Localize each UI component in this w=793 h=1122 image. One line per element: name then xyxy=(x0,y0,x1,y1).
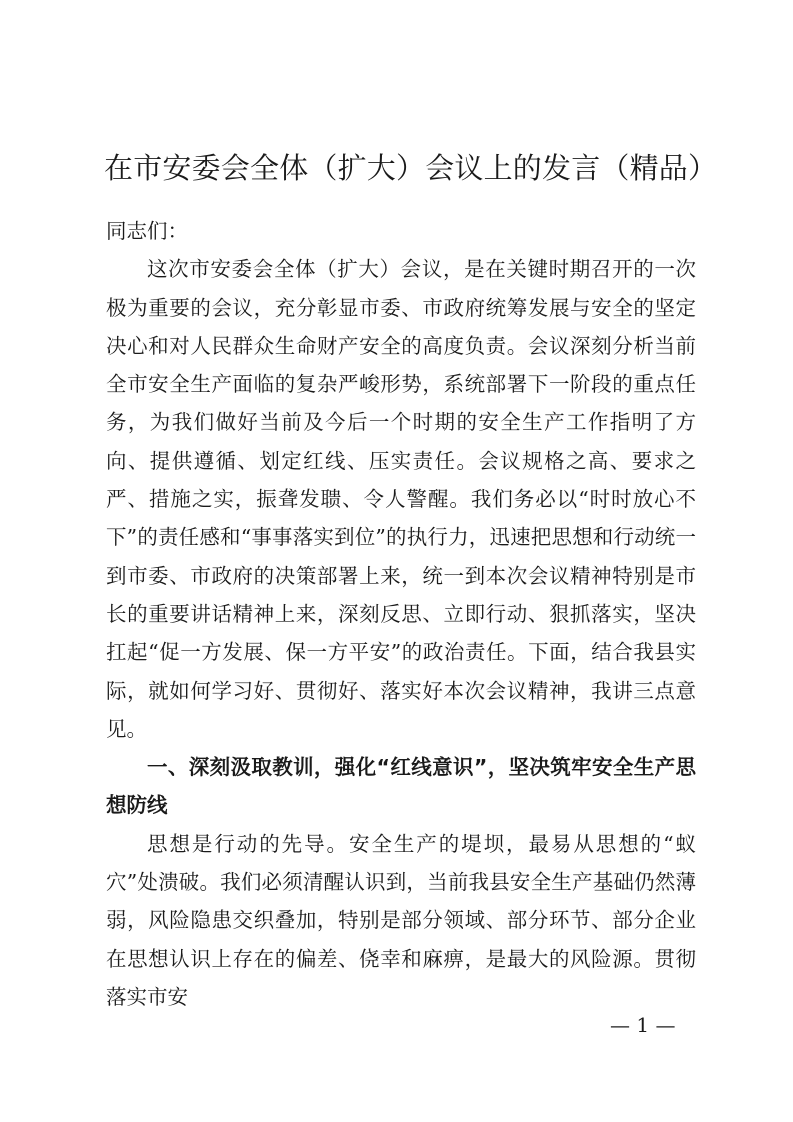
salutation: 同志们： xyxy=(106,219,188,243)
paragraph-1: 这次市安委会全体（扩大）会议，是在关键时期召开的一次极为重要的会议，充分彰显市委、市政府统筹发展与安全的坚定决心和对人民群众生命财产安全的高度负责。会议深刻分析当前全市安全生产面临的复杂严峻形势，系统部署下一阶段的重点任务，为我们做好当前及今后一个时期的安全生产工作指明了方向、提供遵循、划定红线、压实责任。会议规格之高、要求之严、措施之实，振聋发聩、令人警醒。我们务必以“时时放心不下”的责任感和“事事落实到位”的执行力，迅速把思想和行动统一到市委、市政府的决策部署上来，统一到本次会议精神特别是市长的重要讲话精神上来，深刻反思、立即行动、狠抓落实，坚决扛起“促一方发展、保一方平安”的政治责任。下面，结合我县实际，就如何学习好、贯彻好、落实好本次会议精神，我讲三点意见。 xyxy=(106,257,696,741)
document-body xyxy=(106,212,696,1016)
page-number: — 1 — xyxy=(610,1013,676,1037)
document-title: 在市安委会全体（扩大）会议上的发言（精品） xyxy=(104,151,718,185)
paragraph-2: 思想是行动的先导。安全生产的堤坝，最易从思想的“蚁穴”处溃破。我们必须清醒认识到，当前我县安全生产基础仍然薄弱，风险隐患交织叠加，特别是部分领域、部分环节、部分企业在思想认识上存在的偏差、侥幸和麻痹，是最大的风险源。贯彻落实市安 xyxy=(106,831,696,1009)
section-heading-1: 一、深刻汲取教训，强化“红线意识”，坚决筑牢安全生产思想防线 xyxy=(106,755,696,818)
